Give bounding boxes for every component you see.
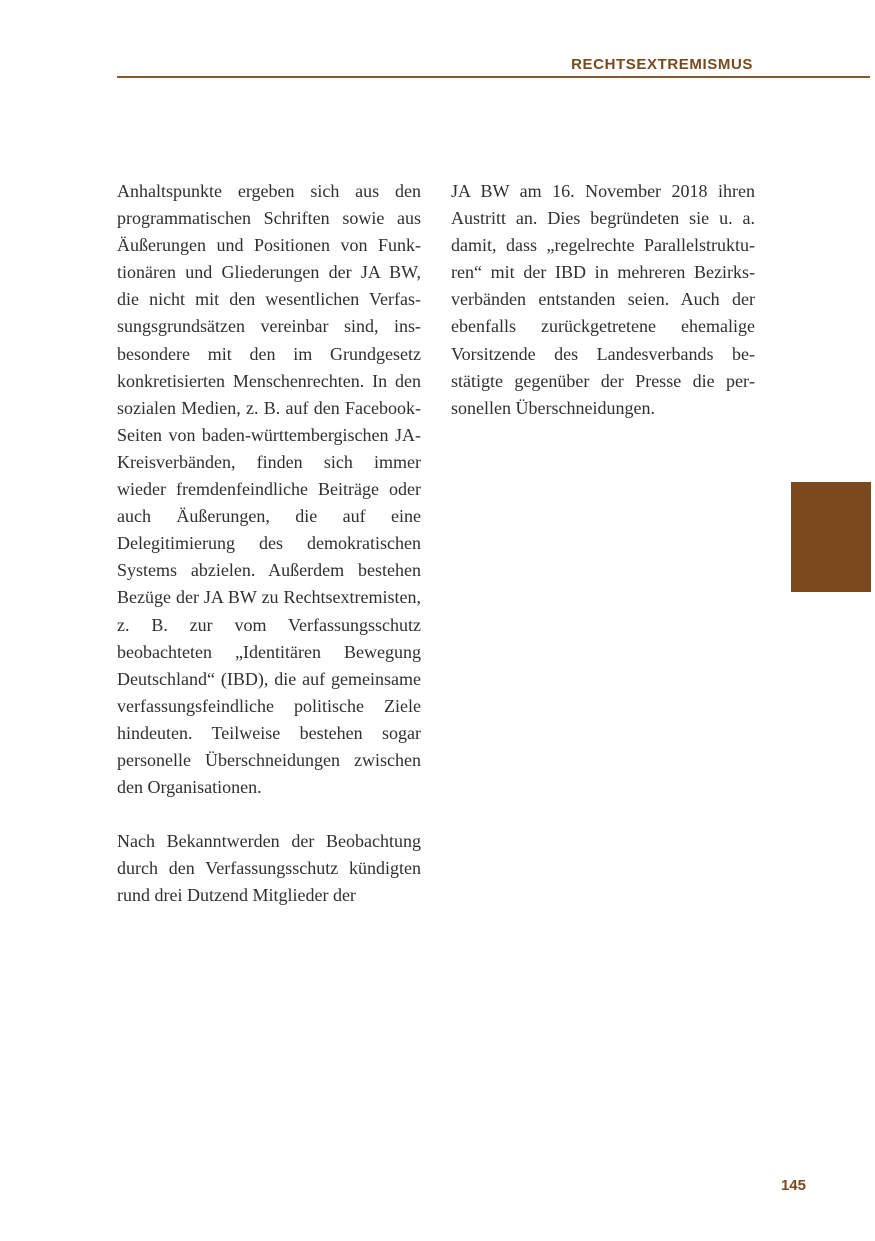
- header-rule: [117, 76, 870, 78]
- chapter-thumb-tab: [791, 482, 871, 592]
- running-header: [117, 56, 870, 78]
- section-title: RECHTSEXTREMISMUS: [571, 56, 753, 73]
- page-number: 145: [780, 1177, 806, 1194]
- left-paragraph-1: Anhaltspunkte ergeben sich aus den programmatischen Schriften sowie aus Äußerungen und Positionen von Funktionären und Gliederungen der JA BW, die nicht mit den wesentlichen Verfassungsgrundsätzen vereinbar sind, insbesondere mit den im Grundgesetz konkretisierten Menschenrechten. In den sozialen Medien, z. B. auf den Facebook-Seiten von baden-württembergischen JA-Kreisverbänden, finden sich immer wieder fremdenfeindliche Beiträge oder auch Äußerungen, die auf eine Delegitimierung des demokratischen Systems abzielen. Außerdem bestehen Bezüge der JA BW zu Rechtsextremisten, z. B. zur vom Verfassungsschutz beobachteten „Identitären Bewegung Deutschland“ (IBD), die auf gemeinsame verfassungsfeindliche politische Ziele hindeuten. Teilweise bestehen sogar personelle Überschneidungen zwischen den Organisationen.: [117, 181, 421, 798]
- right-column: [451, 178, 755, 422]
- left-column: [117, 178, 421, 909]
- left-paragraph-2: Nach Bekanntwerden der Beobachtung durch den Verfassungsschutz kündigten rund drei Dutzend Mitglieder der: [117, 831, 421, 906]
- right-paragraph-1: JA BW am 16. November 2018 ihren Austritt an. Dies begründeten sie u. a. damit, dass „regelrechte Parallelstrukturen“ mit der IBD in mehreren Bezirksverbänden entstanden seien. Auch der ebenfalls zurückgetretene ehemalige Vorsitzende des Landesverbands bestätigte gegenüber der Presse die personellen Überschneidungen.: [451, 181, 755, 418]
